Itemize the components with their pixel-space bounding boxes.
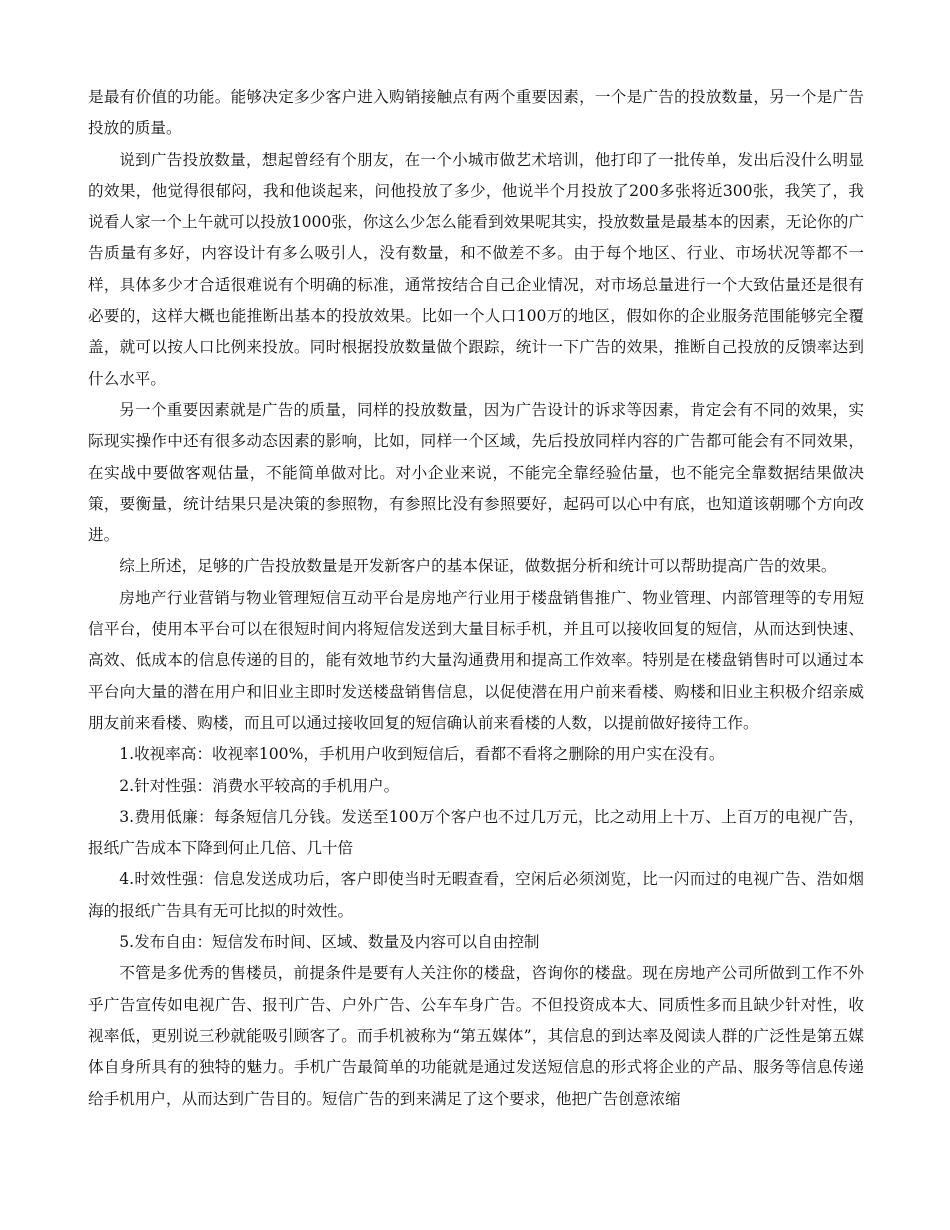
paragraph-continuation: 是最有价值的功能。能够决定多少客户进入购销接触点有两个重要因素，一个是广告的投放数量，另一个是广告投放的质量。 <box>88 88 864 138</box>
list-item-2: 2.针对性强：消费水平较高的手机用户。 <box>119 776 400 795</box>
paragraph-fifth-media: 不管是多优秀的售楼员，前提条件是要有人关注你的楼盘，咨询你的楼盘。现在房地产公司所做到工作不外乎广告宣传如电视广告、报刊广告、户外广告、公车车身广告。不但投资成本大、同质性多而且缺少针对性，收视率低，更别说三秒就能吸引顾客了。而手机被称为“第五媒体”，其信息的到达率及阅读人群的广泛性是第五媒体自身所具有的独特的魅力。手机广告最简单的功能就是通过发送短信息的形式将企业的产品、服务等信息传递给手机用户，从而达到广告目的。短信广告的到来满足了这个要求，他把广告创意浓缩 <box>88 964 864 1108</box>
paragraph-ad-quantity: 说到广告投放数量，想起曾经有个朋友，在一个小城市做艺术培训，他打印了一批传单，发出后没什么明显的效果，他觉得很郁闷，我和他谈起来，问他投放了多少，他说半个月投放了200多张将近300张，我笑了，我说看人家一个上午就可以投放1000张，你这么少怎么能看到效果呢其实，投放数量是最基本的因素，无论你的广告质量有多好，内容设计有多么吸引人，没有数量，和不做差不多。由于每个地区、行业、市场状况等都不一样，具体多少才合适很难说有个明确的标准，通常按结合自己企业情况，对市场总量进行一个大致估量还是很有必要的，这样大概也能推断出基本的投放效果。比如一个人口100万的地区，假如你的企业服务范围能够完全覆盖，就可以按人口比例来投放。同时根据投放数量做个跟踪，统计一下广告的效果，推断自己投放的反馈率达到什么水平。 <box>88 150 864 388</box>
paragraph-sms-platform: 房地产行业营销与物业管理短信互动平台是房地产行业用于楼盘销售推广、物业管理、内部管理等的专用短信平台，使用本平台可以在很短时间内将短信发送到大量目标手机，并且可以接收回复的短信，从而达到快速、高效、低成本的信息传递的目的，能有效地节约大量沟通费用和提高工作效率。特别是在楼盘销售时可以通过本平台向大量的潜在用户和旧业主即时发送楼盘销售信息，以促使潜在用户前来看楼、购楼和旧业主积极介绍亲威朋友前来看楼、购楼，而且可以通过接收回复的短信确认前来看楼的人数，以提前做好接待工作。 <box>88 588 864 732</box>
list-item-3: 3.费用低廉：每条短信几分钱。发送至100万个客户也不过几万元，比之动用上十万、上百万的电视广告，报纸广告成本下降到何止几倍、几十倍 <box>88 807 864 858</box>
list-item-4: 4.时效性强：信息发送成功后，客户即使当时无暇查看，空闲后必须浏览，比一闪而过的电视广告、浩如烟海的报纸广告具有无可比拟的时效性。 <box>88 870 864 920</box>
list-item-5: 5.发布自由：短信发布时间、区域、数量及内容可以自由控制 <box>119 933 540 952</box>
paragraph-ad-quality: 另一个重要因素就是广告的质量，同样的投放数量，因为广告设计的诉求等因素，肯定会有不同的效果，实际现实操作中还有很多动态因素的影响，比如，同样一个区域，先后投放同样内容的广告都可能会有不同效果，在实战中要做客观估量，不能简单做对比。对小企业来说，不能完全靠经验估量，也不能完全靠数据结果做决策，要衡量，统计结果只是决策的参照物，有参照比没有参照要好，起码可以心中有底，也知道该朝哪个方向改进。 <box>88 400 864 545</box>
list-item-1: 1.收视率高：收视率100%，手机用户收到短信后，看都不看将之删除的用户实在没有。 <box>119 745 725 764</box>
paragraph-summary: 综上所述，足够的广告投放数量是开发新客户的基本保证，做数据分析和统计可以帮助提高广告的效果。 <box>119 557 837 576</box>
document-page <box>88 82 864 1115</box>
